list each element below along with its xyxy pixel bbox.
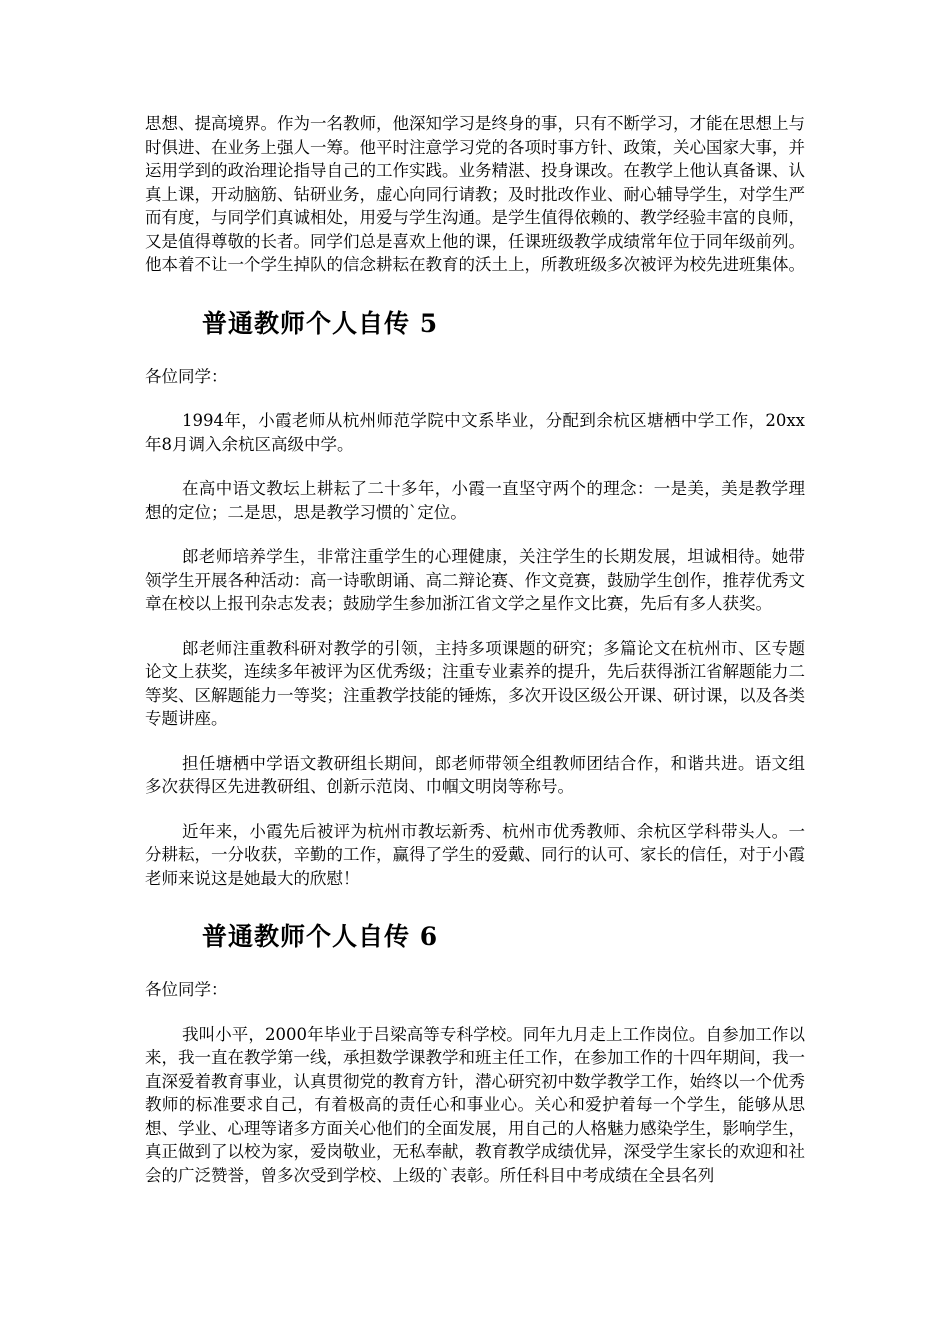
document-page <box>145 112 805 1187</box>
body-paragraph: 郎老师培养学生，非常注重学生的心理健康，关注学生的长期发展，坦诚相待。她带领学生开展各种活动：高一诗歌朗诵、高二辩论赛、作文竞赛，鼓励学生创作，推荐优秀文章在校以上报刊杂志发表；鼓励学生参加浙江省文学之星作文比赛，先后有多人获奖。 <box>145 547 805 613</box>
salutation: 各位同学： <box>145 980 228 999</box>
body-paragraph: 在高中语文教坛上耕耘了二十多年，小霞一直坚守两个的理念：一是美，美是教学理想的定位；二是思，思是教学习惯的`定位。 <box>145 479 805 522</box>
salutation: 各位同学： <box>145 366 228 386</box>
body-paragraph: 郎老师注重教科研对教学的引领，主持多项课题的研究；多篇论文在杭州市、区专题论文上获奖，连续多年被评为区优秀级；注重专业素养的提升，先后获得浙江省解题能力二等奖、区解题能力一等奖；注重教学技能的锤炼，多次开设区级公开课、研讨课，以及各类专题讲座。 <box>145 638 805 728</box>
section-heading-5: 普通教师个人自传 5 <box>202 308 439 338</box>
body-paragraph: 我叫小平，2000年毕业于吕梁高等专科学校。同年九月走上工作岗位。自参加工作以来，我一直在教学第一线，承担数学课教学和班主任工作，在参加工作的十四年期间，我一直深爱着教育事业，认真贯彻党的教育方针，潜心研究初中数学教学工作，始终以一个优秀教师的标准要求自己，有着极高的责任心和事业心。关心和爱护着每一个学生，能够从思想、学业、心理等诸多方面关心他们的全面发展，用自己的人格魅力感染学生，影响学生，真正做到了以校为家，爱岗敬业，无私奉献，教育教学成绩优异，深受学生家长的欢迎和社会的广泛赞誉，曾多次受到学校、上级的`表彰。所任科目中考成绩在全县名列 <box>145 1024 805 1185</box>
intro-paragraph: 思想、提高境界。作为一名教师，他深知学习是终身的事，只有不断学习，才能在思想上与时俱进、在业务上强人一筹。他平时注意学习党的各项时事方针、政策，关心国家大事，并运用学到的政治理论指导自己的工作实践。业务精湛、投身课改。在教学上他认真备课、认真上课，开动脑筋、钻研业务，虚心向同行请教；及时批改作业、耐心辅导学生，对学生严而有度，与同学们真诚相处，用爱与学生沟通。是学生值得依赖的、教学经验丰富的良师，又是值得尊敬的长者。同学们总是喜欢上他的课，任课班级教学成绩常年位于同年级前列。他本着不让一个学生掉队的信念耕耘在教育的沃土上，所教班级多次被评为校先进班集体。 <box>145 114 805 274</box>
body-paragraph: 近年来，小霞先后被评为杭州市教坛新秀、杭州市优秀教师、余杭区学科带头人。一分耕耘，一分收获，辛勤的工作，赢得了学生的爱戴、同行的认可、家长的信任，对于小霞老师来说这是她最大的欣慰！ <box>145 821 805 888</box>
section-heading-6: 普通教师个人自传 6 <box>202 922 439 951</box>
body-paragraph: 担任塘栖中学语文教研组长期间，郎老师带领全组教师团结合作，和谐共进。语文组多次获得区先进教研组、创新示范岗、巾帼文明岗等称号。 <box>145 753 805 796</box>
body-paragraph: 1994年，小霞老师从杭州师范学院中文系毕业，分配到余杭区塘栖中学工作，20xx年8月调入余杭区高级中学。 <box>145 411 805 454</box>
